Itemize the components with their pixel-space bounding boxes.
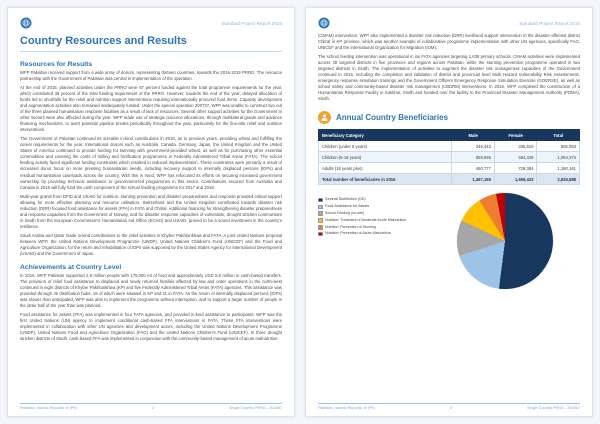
paragraph: WFP Pakistan received support from a wide array of donors, representing thirteen countries, towards the 2016-2019 PRRO. The resource partnership with the Government of Pakistan was central in implementation of the operation. bbox=[20, 70, 282, 82]
header-report-label: Standard Project Report 2016 bbox=[221, 20, 282, 26]
table-row bbox=[319, 141, 580, 152]
legend-item bbox=[318, 211, 426, 216]
legend-label: Nutrition: Treatment of Moderate Acute Malnutrition bbox=[325, 217, 407, 222]
table-cell: 460,777 bbox=[452, 163, 495, 174]
report-page-right bbox=[305, 7, 593, 417]
legend-swatch bbox=[318, 225, 323, 230]
legend-swatch bbox=[318, 198, 323, 203]
footer-country: Pakistan, Islamic Republic of (PK) bbox=[20, 406, 78, 410]
footer-project: Single Country PRRO - 200867 bbox=[527, 406, 580, 410]
legend-swatch bbox=[318, 232, 323, 237]
paragraph: In 2016, WFP Pakistan supported 2.9 million people with 175,000 mt of food and approximately USD 8.6 million in cash-based transfers. The provision of relief food assistance to displaced and newly returned families affected by law and order operations in the north-west continued in eight districts of Khyber Pakhtunkhwa (KP) and five Federally Administered Tribal Areas (FATA) agencies. This assistance was provided through 30 distribution hubs, 19 of which were situated in KP and 11 in FATA. As the return of internally displaced persons (IDPs) was slower than anticipated, WFP was able to implement the programme without interruption, and to support a larger number of people in the latter half of the year than was planned. bbox=[20, 272, 282, 309]
beneficiaries-chart bbox=[318, 193, 580, 289]
legend-swatch bbox=[318, 211, 323, 216]
legend-label: Food-Assistance-for-Assets bbox=[325, 204, 370, 209]
paragraph: At the end of 2016, planned activities under the PRRO were 67 percent funded against the total programme requirements for the year, which constituted 39 percent of the total funding requirement of the PRRO. However, towards the end of the year, delayed allocation of funds led to shortfalls for the relief and nutrition support interventions requiring internationally procured food items. Capacity development and augmentation activities also remained inadequately funded. Under the special operation 200737, WFP was unable to construct two out of the three planned humanitarian response facilities as a result of lack of resources. Several other support activities for the Government in other sectors were also affected during the year. WFP made use of strategic resource allocations, through multilateral grants and advance financing mechanisms, to avert potential pipeline breaks periodically throughout the year, particularly for the fine-atta relief and nutrition interventions. bbox=[20, 85, 282, 133]
un-emblem-icon bbox=[20, 17, 32, 29]
pie-legend bbox=[318, 193, 426, 238]
table-cell: 1,559,433 bbox=[494, 174, 537, 185]
beneficiaries-people-icon bbox=[318, 111, 331, 124]
un-emblem-icon bbox=[318, 17, 330, 29]
table-row bbox=[319, 152, 580, 163]
legend-label: Nutrition: Prevention of Acute Malnutrition bbox=[325, 231, 392, 236]
page-number: 4 bbox=[450, 406, 453, 410]
section-heading-resources: Resources for Results bbox=[20, 61, 93, 68]
col-female: Female bbox=[494, 130, 537, 141]
table-cell: 559,935 bbox=[452, 152, 495, 163]
footer-project: Single Country PRRO - 200867 bbox=[229, 406, 282, 410]
legend-item bbox=[318, 231, 426, 236]
table-cell: Adults (18 years plus) bbox=[319, 163, 452, 174]
report-spread bbox=[7, 7, 593, 417]
col-total: Total bbox=[537, 130, 580, 141]
legend-label: Nutrition: Prevention of Stunting bbox=[325, 224, 376, 229]
paragraph: (CMAM) intervention. WFP also implemented a disaster risk reduction (DRR) livelihood support intervention in the disaster-affected district Chitral in KP province, which was another example of collaborative programme implementation with other UN agencies, specifically FAO, UNICEF and the International Organization for Migration (IOM). bbox=[318, 33, 580, 51]
report-page-left bbox=[7, 7, 295, 417]
paragraph: Food assistance for assets (FFA) was implemented in four FATA agencies, and provided in-kind assistance to participants. WFP was the first United Nations (UN) agency to implement conditional cash-based FFA interventions in FATA. These FFA interventions were implemented in collaboration with other UN agencies and development actors, including the United Nations Development Programme (UNDP), United Nations Food and Agriculture Organization (FAO) and the United Nations Children's Fund (UNICEF). In three drought stricken districts of Sindh, cash-based FFA was implemented in conjunction with the community-based management of acute malnutrition bbox=[20, 312, 282, 342]
section-heading-achievements: Achievements at Country Level bbox=[20, 263, 122, 271]
table-cell: Total number of beneficiaries in 2016 bbox=[319, 174, 452, 185]
page-footer bbox=[20, 403, 282, 410]
paragraph: The school feeding intervention was operational in six FATA agencies targeting 1,635 primary schools. CMAM activities were implemented across 39 targeted districts in five provinces and regions across Pakistan, while the stunting prevention programme operated in two targeted districts in Sindh. The implementation of activities to augment the disaster risk management capacities of the Government continued in 2016, including the completion and validation of district and provincial level Multi Hazard Vulnerability Risk Assessments, emergency response simulation trainings and the Government Officers Emergency Response Simulation Exercise (GOERSE), as well as school safety and community-based disaster risk management (CBDRM) interventions. In 2016, WFP completed the construction of a Humanitarian Response Facility in Sukkhur, Sindh and handed over the facility to the Provincial Disaster Management Authority (PDMA), Sindh. bbox=[318, 54, 580, 102]
legend-label: General Distribution (GD) bbox=[325, 197, 366, 202]
legend-item bbox=[318, 225, 426, 230]
beneficiaries-heading-row bbox=[318, 111, 580, 124]
beneficiaries-pie-chart bbox=[457, 193, 553, 289]
table-cell: 346,443 bbox=[452, 141, 495, 152]
table-cell: 1,367,155 bbox=[452, 174, 495, 185]
table-cell: 1,190,161 bbox=[537, 163, 580, 174]
paragraph: Saudi Arabia and Qatar made in-kind contributions to the relief activities in Khyber Pakhtunkhwa and FATA. A joint United Nations proposal between WFP, the United Nations Development Programme (UNDP), United Nations Children's Fund (UNICEF) and the Food and Agriculture Organization, for the return and rehabilitation of IDPs was supported by the United States Agency for International Development (USAID) and the Government of Japan. bbox=[20, 232, 282, 256]
table-cell: 682,053 bbox=[537, 141, 580, 152]
table-cell: 494,439 bbox=[494, 152, 537, 163]
pie-wrap bbox=[430, 193, 580, 289]
table-cell: 335,610 bbox=[494, 141, 537, 152]
table-cell: 1,054,374 bbox=[537, 152, 580, 163]
page-header bbox=[20, 17, 282, 29]
footer-country: Pakistan, Islamic Republic of (PK) bbox=[318, 406, 376, 410]
col-category: Beneficiary Category bbox=[319, 130, 452, 141]
table-cell: Children (under 5 years) bbox=[319, 141, 452, 152]
beneficiaries-table-body bbox=[319, 141, 580, 185]
page-title: Country Resources and Results bbox=[20, 35, 282, 52]
table-row bbox=[319, 163, 580, 174]
header-report-label: Standard Project Report 2016 bbox=[519, 20, 580, 26]
achievements-paragraphs bbox=[20, 273, 282, 345]
beneficiaries-table-head bbox=[319, 130, 580, 141]
page-header bbox=[318, 17, 580, 29]
beneficiaries-heading: Annual Country Beneficiaries bbox=[336, 113, 449, 123]
page-footer bbox=[318, 403, 580, 410]
table-cell: 729,384 bbox=[494, 163, 537, 174]
beneficiaries-table bbox=[318, 129, 580, 185]
resources-paragraphs bbox=[20, 70, 282, 260]
legend-item bbox=[318, 218, 426, 223]
table-cell: Children (5-18 years) bbox=[319, 152, 452, 163]
legend-swatch bbox=[318, 205, 323, 210]
col-male: Male bbox=[452, 130, 495, 141]
table-total-row bbox=[319, 174, 580, 185]
table-cell: 2,926,588 bbox=[537, 174, 580, 185]
legend-item bbox=[318, 204, 426, 209]
legend-item bbox=[318, 197, 426, 202]
legend-swatch bbox=[318, 218, 323, 223]
continuation-paragraphs bbox=[318, 33, 580, 105]
legend-label: School Feeding (on-site) bbox=[325, 210, 365, 215]
page-number: 3 bbox=[152, 406, 155, 410]
paragraph: The Government of Pakistan continued its sizeable in-kind contributions in 2016, as in previous years, providing wheat and fulfilling the cereal requirements for the year. International donors such as Australia, Canada, Germany, Japan, the United Kingdom and the United States of America continued to provide funding for twinning with government-provided wheat, as well as for purchasing other essential commodities and covering the costs of milling and fortification programmes in Federally Administered Tribal Areas (FATA). The school feeding activity faced significant funding constraints which resulted in reduced implementation. These constraints were primarily a result of increased donor focus on more pressing humanitarian needs, including recovery support to internally displaced persons (IDPs) and residual humanitarian caseloads across the country. With this in mind, WFP has refocused its efforts on securing increased government ownership by providing technical assistance to government-led programmes in this sector. Contributions secured from Australia and Canada in 2016 will fully fund the cash component of the school feeding programme for 2017 and 2018. bbox=[20, 136, 282, 190]
paragraph: Multi-year grants from DFID and USAID for nutrition, stunting prevention and disaster preparedness and response provided critical support allowing for more effective planning and resource utilisation. Switzerland and the United Kingdom contributed towards disaster risk reduction (DRR) focused food assistance for assets (FFA) in FATA and Chitral. Additional financing for strengthening disaster preparedness and response capacities from the Government of Norway, and for disaster response capacities of vulnerable, drought stricken communities in Sindh from the European Commission's Humanitarian Aid Office (ECHO) and USAID, proved to be a sound investment in the country's resilience. bbox=[20, 193, 282, 229]
